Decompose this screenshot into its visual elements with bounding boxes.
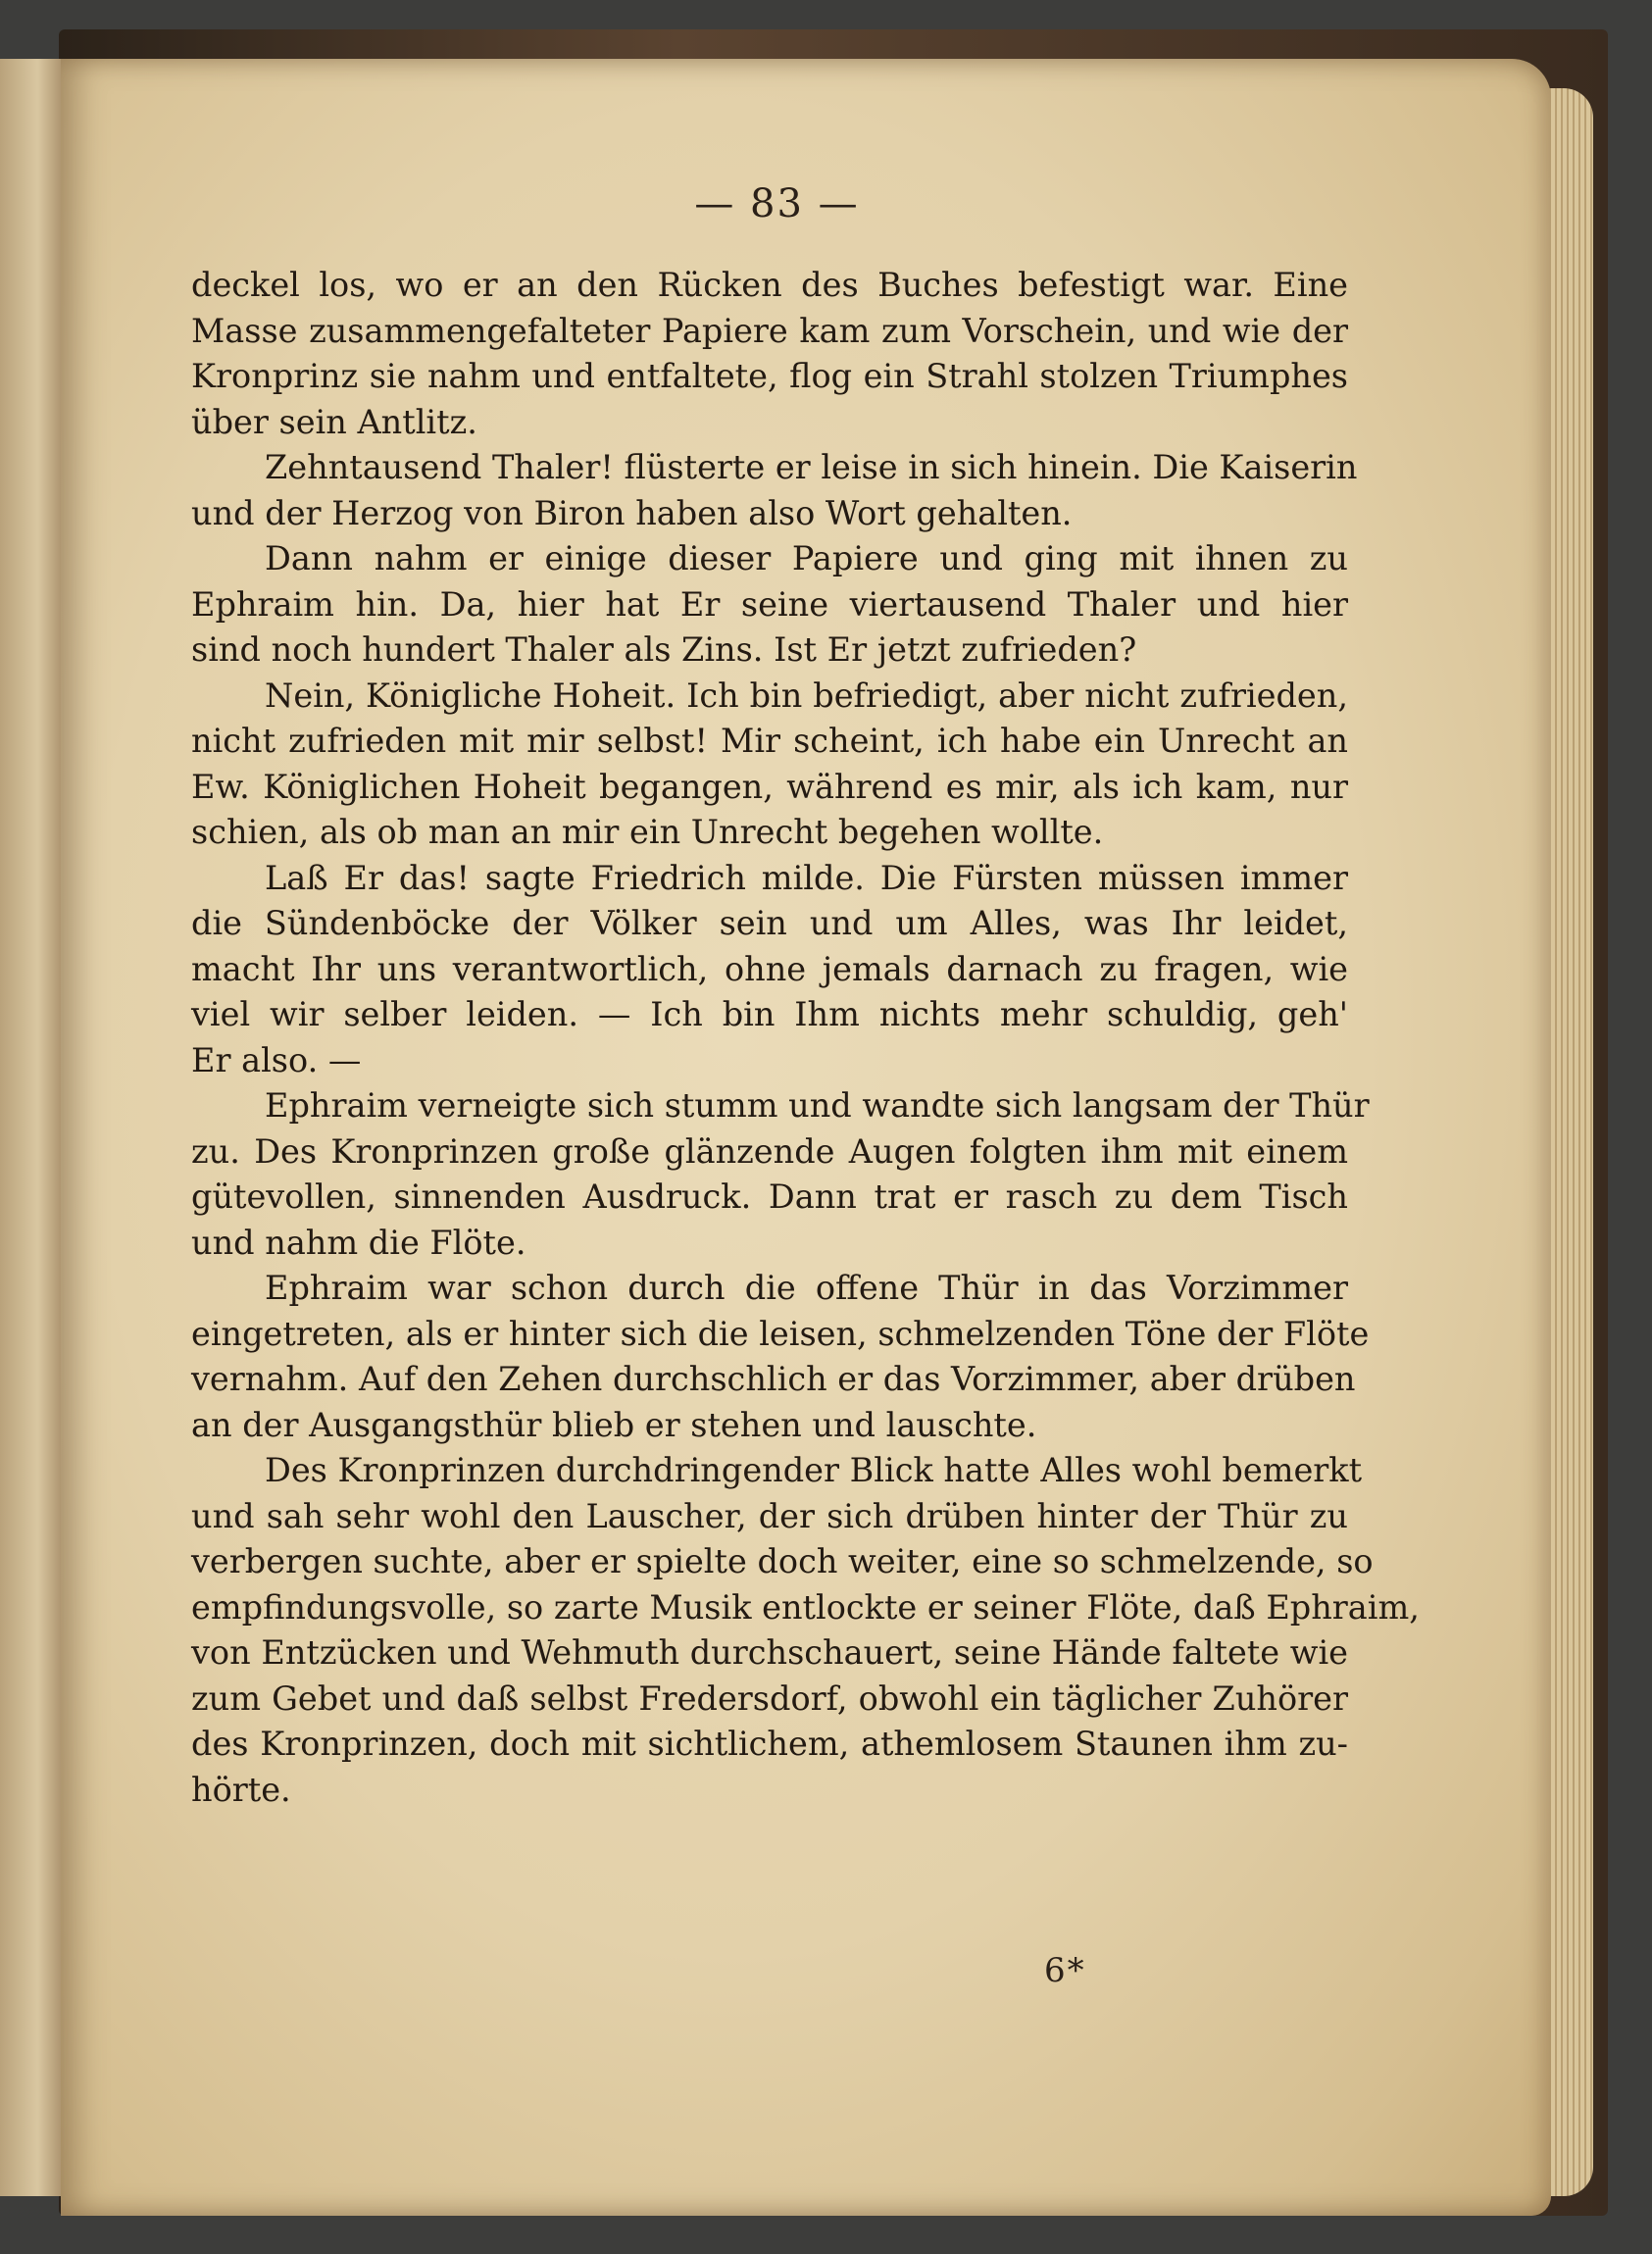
text-line: die Sündenböcke der Völker sein und um Alles, was Ihr leidet, xyxy=(191,904,1348,942)
text-line: Ew. Königlichen Hoheit begangen, während es mir, als ich kam, nur xyxy=(191,767,1348,806)
text-line: deckel los, wo er an den Rücken des Buches befestigt war. Eine xyxy=(191,266,1348,304)
text-line: Er also. — xyxy=(191,1040,362,1079)
text-line: zu. Des Kronprinzen große glänzende Augen folgten ihm mit einem xyxy=(191,1131,1348,1171)
text-line: viel wir selber leiden. — Ich bin Ihm nichts mehr schuldig, geh' xyxy=(191,995,1348,1033)
text-line: vernahm. Auf den Zehen durchschlich er das Vorzimmer, aber drüben xyxy=(191,1360,1356,1398)
text-line: von Entzücken und Wehmuth durchschauert, seine Hände faltete wie xyxy=(191,1633,1348,1672)
text-line: und nahm die Flöte. xyxy=(191,1223,526,1262)
text-line: nicht zufrieden mit mir selbst! Mir scheint, ich habe ein Unrecht an xyxy=(191,722,1348,760)
text-line: schien, als ob man an mir ein Unrecht begehen wollte. xyxy=(191,813,1104,851)
text-line: und sah sehr wohl den Lauscher, der sich drüben hinter der Thür zu xyxy=(191,1496,1348,1535)
text-line: hörte. xyxy=(191,1770,291,1809)
text-line: macht Ihr uns verantwortlich, ohne jemals darnach zu fragen, wie xyxy=(191,949,1348,988)
text-line: eingetreten, als er hinter sich die leisen, schmelzenden Töne der Flöte xyxy=(191,1314,1370,1353)
text-line: Kronprinz sie nahm und entfaltete, flog ein Strahl stolzen Triumphes xyxy=(191,357,1348,395)
facing-page-edge xyxy=(0,59,69,2196)
text-line: Ephraim verneigte sich stumm und wandte sich langsam der Thür xyxy=(265,1086,1370,1125)
text-line: sind noch hundert Thaler als Zins. Ist Er jetzt zufrieden? xyxy=(191,630,1137,669)
text-line: Ephraim hin. Da, hier hat Er seine viertausend Thaler und hier xyxy=(191,584,1348,624)
text-line: Dann nahm er einige dieser Papiere und ging mit ihnen zu xyxy=(265,539,1348,577)
text-line: empfindungsvolle, so zarte Musik entlockte er seiner Flöte, daß Ephraim, xyxy=(191,1587,1420,1627)
text-line: an der Ausgangsthür blieb er stehen und lauschte. xyxy=(191,1405,1037,1444)
body-text xyxy=(191,263,1420,1813)
page-number: — 83 — xyxy=(694,181,860,226)
text-line: zum Gebet und daß selbst Fredersdorf, obwohl ein täglicher Zuhörer xyxy=(191,1678,1348,1718)
text-line: Nein, Königliche Hoheit. Ich bin befriedigt, aber nicht zufrieden, xyxy=(265,676,1348,715)
signature-mark: 6* xyxy=(1044,1951,1086,1990)
text-line: Masse zusammengefalteter Papiere kam zum Vorschein, und wie der xyxy=(191,311,1348,350)
text-line: gütevollen, sinnenden Ausdruck. Dann trat er rasch zu dem Tisch xyxy=(191,1177,1348,1216)
text-line: und der Herzog von Biron haben also Wort gehalten. xyxy=(191,493,1073,532)
text-line: Laß Er das! sagte Friedrich milde. Die Fürsten müssen immer xyxy=(265,858,1348,897)
text-line: über sein Antlitz. xyxy=(191,402,477,441)
text-line: Zehntausend Thaler! flüsterte er leise in sich hinein. Die Kaiserin xyxy=(265,448,1358,486)
text-line: Ephraim war schon durch die offene Thür in das Vorzimmer xyxy=(265,1269,1348,1307)
text-line: Des Kronprinzen durchdringender Blick hatte Alles wohl bemerkt xyxy=(265,1451,1363,1489)
text-line: des Kronprinzen, doch mit sichtlichem, athemlosem Staunen ihm zu- xyxy=(191,1725,1348,1763)
text-line: verbergen suchte, aber er spielte doch weiter, eine so schmelzende, so xyxy=(191,1542,1374,1580)
